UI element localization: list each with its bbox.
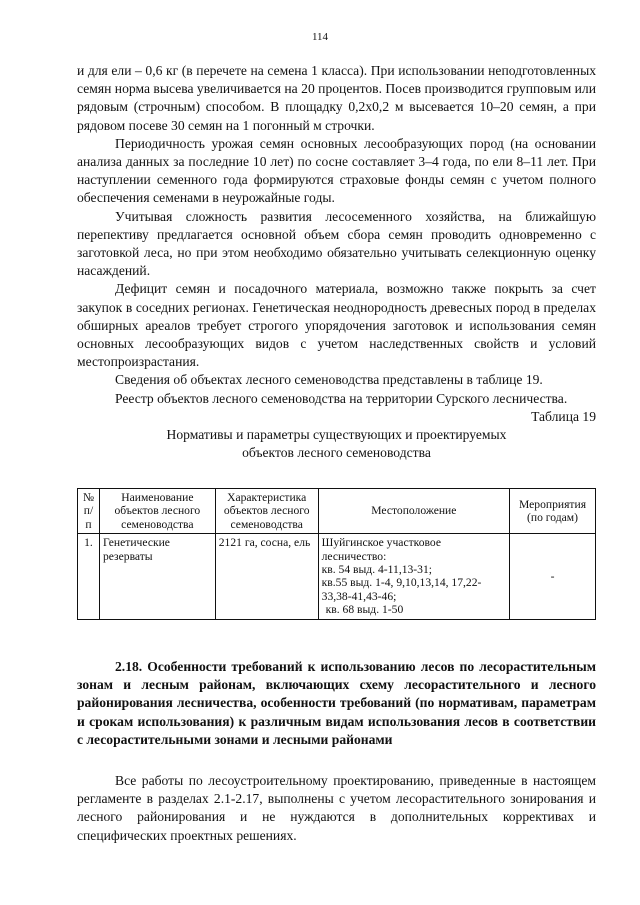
body-text xyxy=(77,62,596,462)
cell-measures: - xyxy=(510,534,596,619)
location-line: кв. 68 выд. 1-50 xyxy=(325,603,404,617)
table-caption: Таблица 19 xyxy=(531,408,596,424)
seed-objects-table xyxy=(77,488,596,620)
cell-characteristic: 2121 га, сосна, ель xyxy=(215,534,318,619)
table-title: Нормативы и параметры существующих и проектируемых объектов лесного семеноводства xyxy=(166,427,507,461)
location-line: кв. 54 выд. 4-11,13-31; xyxy=(321,563,432,577)
header-name: Наименование объектов лесного семеноводства xyxy=(99,489,215,534)
paragraph-4: Дефицит семян и посадочного материала, возможно также покрыть за счет закупок в соседних регионах. Генетическая неоднородность древесных пород в пределах обширных ареалов требует строгого упорядочения заготовок и использования семян основных лесообразующих видов с учетом наследственных свойств и условий местопроизрастания. xyxy=(77,281,596,370)
table-row xyxy=(78,534,596,619)
paragraph-3: Учитывая сложность развития лесосеменного хозяйства, на ближайшую перепективу предлагается основной объем сбора семян проводить одновременно с заготовкой леса, но при этом необходимо обязательно учитывать селекционную оценку насаждений. xyxy=(77,208,596,279)
table-header-row xyxy=(78,489,596,534)
location-line: Шуйгинское участковое лесничество: xyxy=(321,536,441,563)
cell-location xyxy=(318,534,509,619)
cell-num: 1. xyxy=(78,534,100,619)
paragraph-1: и для ели – 0,6 кг (в перечете на семена 1 класса). При использовании неподготовленных семян норма высева увеличивается на 20 процентов. Посев производится групповым или рядовым (строчным) способом. В площадку 0,2х0,2 м высевается 10–20 семян, а при рядовом посеве 30 семян на 1 погонный м строчки. xyxy=(77,63,596,133)
header-measures: Мероприятия (по годам) xyxy=(510,489,596,534)
section-heading: 2.18. Особенности требований к использованию лесов по лесорастительным зонам и лесным районам, включающих схему лесорастительного и лесного районирования лесничества, особенности требований (по нормативам, параметрам и срокам использования) к различным видам использования лесов в соответствии с лесорастительными зонами и лесными районами xyxy=(77,659,596,747)
cell-name: Генетические резерваты xyxy=(99,534,215,619)
page-number: 114 xyxy=(311,31,329,43)
header-characteristic: Характеристика объектов лесного семеноводства xyxy=(215,489,318,534)
location-line: кв.55 выд. 1-4, 9,10,13,14, 17,22-33,38-41,43-46; xyxy=(321,576,482,603)
paragraph-6: Реестр объектов лесного семеноводства на территории Сурского лесничества. xyxy=(115,390,568,406)
paragraph-5: Сведения об объектах лесного семеноводства представлены в таблице 19. xyxy=(115,372,543,388)
paragraph-2: Периодичность урожая семян основных лесообразующих пород (на основании анализа данных за последние 10 лет) по сосне составляет 3–4 года, по ели 8–11 лет. При наступлении семенного года формируются страховые фонды семян с учетом полного обеспечения семенами в неурожайные годы. xyxy=(77,135,596,206)
final-paragraph: Все работы по лесоустроительному проектированию, приведенные в настоящем регламенте в разделах 2.1-2.17, выполнены с учетом лесорастительного зонирования и лесного районирования и не нуждаются в дополнительных коррективах и специфических проектных решениях. xyxy=(77,773,596,843)
header-location: Местоположение xyxy=(318,489,509,534)
header-num: № п/п xyxy=(78,489,100,534)
